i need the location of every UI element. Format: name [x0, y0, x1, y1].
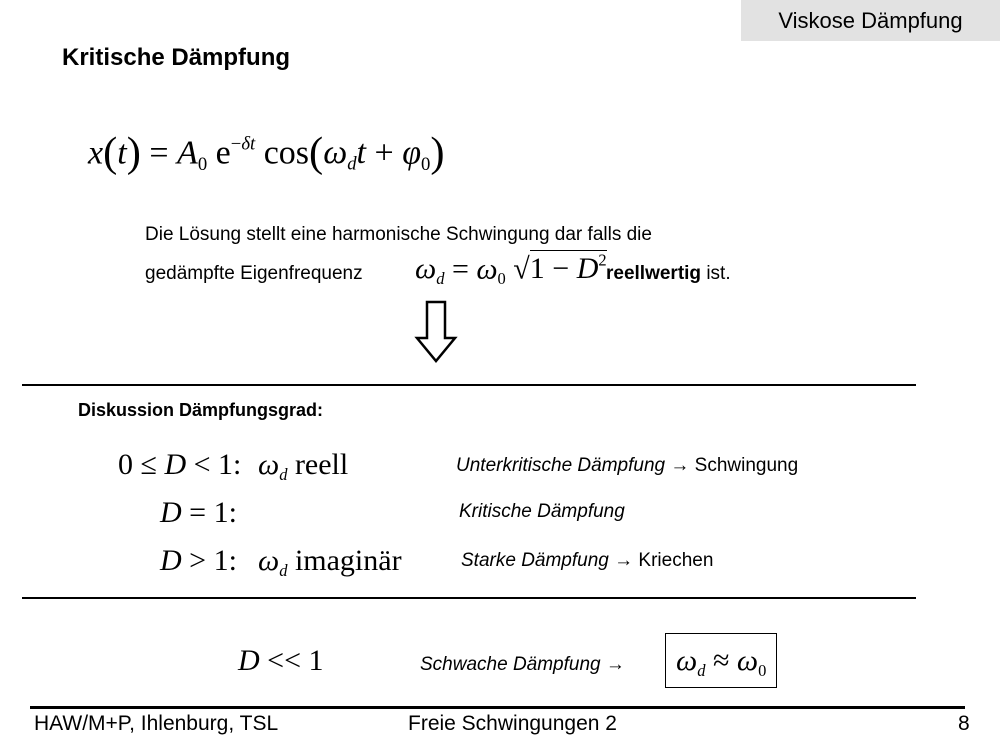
- weak-damping-label: Schwache Dämpfung: [420, 654, 601, 675]
- intro-line-2-suffix: ist.: [706, 263, 731, 284]
- weak-damping-result-box: $\omega_d \approx \omega_0$: [665, 633, 777, 688]
- case-2-condition: D = 1:: [160, 496, 237, 529]
- footer-divider: [30, 706, 965, 709]
- case-3-result: $\omega_d$ imaginär: [258, 544, 402, 580]
- weak-damping-description: [420, 654, 625, 676]
- intro-line-2-prefix: gedämpfte Eigenfrequenz: [145, 263, 363, 284]
- slide-title: Kritische Dämpfung: [62, 44, 291, 71]
- case-1-italic: Unterkritische Dämpfung: [456, 455, 666, 476]
- divider-top: [22, 384, 916, 386]
- footer-center: Freie Schwingungen 2: [408, 712, 617, 735]
- topic-tag: Viskose Dämpfung: [741, 0, 1000, 41]
- intro-line-1: Die Lösung stellt eine harmonische Schwingung dar falls die: [145, 224, 652, 245]
- case-1-result-text: reell: [294, 448, 349, 481]
- right-arrow-icon: →: [614, 550, 634, 571]
- case-1-description: [456, 455, 798, 477]
- case-3-italic: Starke Dämpfung: [461, 550, 609, 571]
- case-2-description: [459, 501, 625, 523]
- footer-left: HAW/M+P, Ihlenburg, TSL: [34, 712, 279, 735]
- case-1-condition: 0 ≤ D < 1:: [118, 448, 242, 481]
- hollow-down-arrow-icon: [414, 300, 458, 364]
- case-3-plain: Kriechen: [638, 550, 714, 571]
- case-3-result-text: imaginär: [294, 544, 402, 577]
- case-3-description: [461, 550, 713, 572]
- case-1-plain: Schwingung: [694, 455, 799, 476]
- case-1-result: $\omega_d$ reell: [258, 448, 349, 484]
- case-3-condition: D > 1:: [160, 544, 237, 577]
- intro-line-2-end: [606, 263, 731, 285]
- divider-bottom: [22, 597, 916, 599]
- discussion-heading: Diskussion Dämpfungsgrad:: [78, 400, 324, 420]
- right-arrow-icon: →: [670, 455, 690, 476]
- case-2-italic: Kritische Dämpfung: [459, 501, 625, 522]
- damped-frequency-formula: $\omega_d = \omega_0$ $√1 - D^2$: [415, 251, 607, 289]
- reellwertig-bold: reellwertig: [606, 263, 702, 284]
- page-number: 8: [958, 712, 970, 735]
- right-arrow-icon: →: [605, 654, 625, 675]
- weak-damping-condition: D << 1: [238, 644, 324, 677]
- main-formula: $x(t) = A_0$ $e^{-\delta t}$ $\cos(\omega_dt + \varphi_0)$: [88, 129, 445, 176]
